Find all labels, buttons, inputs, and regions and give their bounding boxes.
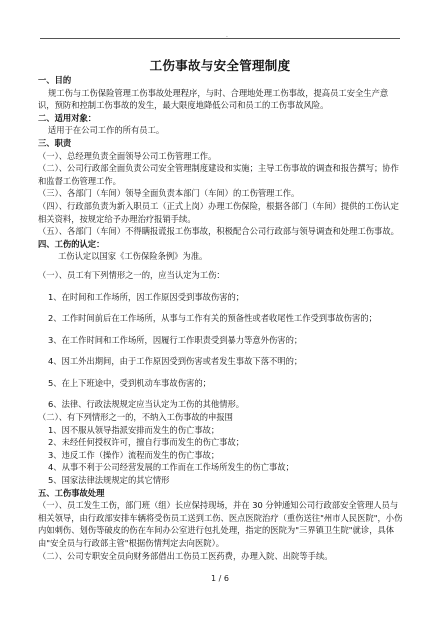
clause-item: 3、在工作时间和工作场所，因履行工作职责受到暴力等意外伤害的； — [48, 334, 303, 345]
clause-item: 6、法律、行政法规规定应当认定为工伤的其他情形。 — [48, 399, 245, 410]
duty-item: （四）、行政部负责为新入职员工（正式上岗）办理工伤保险，根据各部门（车间）提供的工伤认定相关资料，按规定给予办理治疗报销手续。 — [38, 200, 399, 224]
duty-item: （五）、各部门（车间）不得瞒报谎报工伤事故，积极配合公司行政部与领导调查和处理工伤事故。 — [38, 226, 399, 237]
handling-item: （一）、员工发生工伤，部门班（组）长应保持现场，并在 30 分钟通知公司行政部安全管理人员与相关领导，由行政部安排车辆将受伤员工送到工伤、医点医院治疗（重伤送往"州市人民医院"，小伤内如刺伤、划伤等破皮的伤在车间办公室进行包扎处理，指定的医院为"三界镇卫生院"就诊，具体由"安全员与行政部主管"根据伤情判定去向医院）。 — [38, 500, 403, 548]
clause-item: 1、在时间和工作场所，因工作原因受到事故伤害的； — [48, 291, 245, 302]
clause-item: 5、在上下班途中，受到机动车事故伤害的； — [48, 377, 211, 388]
exclusion-item: 1、因不服从领导指派安排而发生的伤亡事故； — [48, 424, 220, 435]
section-heading-recognition: 四、工伤的认定： — [38, 238, 105, 249]
exclusion-intro: （二）、有下列情形之一的，不纳入工伤事故的申报围 — [38, 412, 233, 423]
duty-item: （三）、各部门（车间）领导全面负责本部门（车间）的工伤管理工作。 — [38, 188, 300, 199]
header-rule — [40, 38, 400, 39]
clause-intro: （一）、员工有下列情形之一的，应当认定为工伤： — [38, 269, 225, 280]
page-number: 1 / 6 — [211, 574, 229, 583]
section-heading-scope: 二、适用对象： — [38, 112, 97, 123]
section-body-scope: 适用于在公司工作的所有员工。 — [48, 125, 165, 136]
exclusion-item: 5、国家法律法规规定的其它情形 — [48, 475, 170, 486]
document-body — [38, 74, 404, 562]
section-heading-purpose: 一、目的 — [38, 75, 72, 85]
section-body-recognition: 工伤认定以国家《工伤保险条例》为准。 — [58, 251, 208, 262]
clause-item: 2、工作时间前后在工作场所，从事与工作有关的预备性或者收尾性工作受到事故伤害的； — [48, 313, 377, 324]
exclusion-item: 3、违反工作（操作）流程而发生的伤亡事故； — [48, 449, 220, 460]
handling-item: （二）、公司专职安全员向财务部借出工伤员工医药费，办理入院、出院等手续。 — [38, 550, 333, 561]
header-mark: . — [226, 32, 228, 39]
section-heading-handling: 五、工伤事故处理 — [38, 487, 105, 498]
duty-item: （一）、总经理负责全面领导公司工伤管理工作。 — [38, 150, 217, 161]
clause-item: 4、因工外出期间，由于工作原因受到伤害或者发生事故下落不明的； — [48, 356, 303, 367]
exclusion-item: 4、从事不利于公司经营发展的工作而在工作场所发生的伤亡事故； — [48, 462, 294, 473]
duty-item: （二）、公司行政部全面负责公司安全管理制度建设和实施；主导工伤事故的调查和报告撰写；协作和监督工伤管理工作。 — [38, 163, 399, 186]
document-title: 工伤事故与安全管理制度 — [149, 58, 291, 73]
exclusion-item: 2、未经任何授权许可，擅自行事而发生的伤亡事故； — [48, 437, 245, 448]
section-heading-duties: 三、职责 — [38, 137, 72, 148]
section-body-purpose: 规工伤与工伤保险管理工伤事故处理程序，与时、合理地处理工伤事故，提高员工安全生产意识，预防和控制工伤事故的发生，最大限度地降低公司和员工的工伤事故风险。 — [38, 87, 389, 111]
